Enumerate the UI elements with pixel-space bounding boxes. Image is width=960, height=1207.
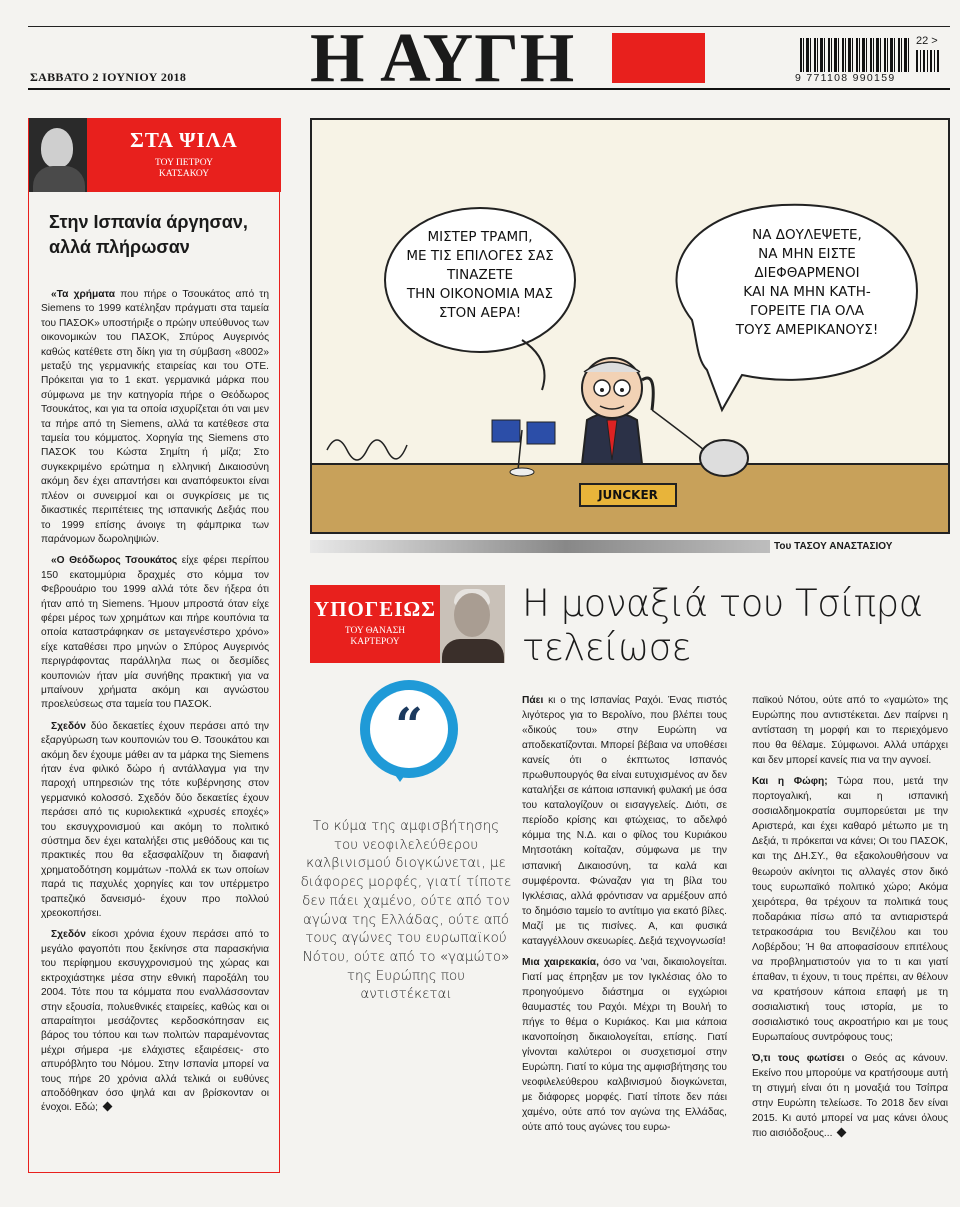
bubble-right-text: ΝΑ ΔΟΥΛΕΨΕΤΕ, ΝΑ ΜΗΝ ΕΙΣΤΕ ΔΙΕΦΘΑΡΜΕΝΟΙ ΚΑΙ ΝΑ ΜΗΝ ΚΑΤΗ- ΓΟΡΕΙΤΕ ΓΙΑ ΟΛΑ ΤΟΥΣ ΑΜΕΡΙΚΑΝΟΥΣ!: [735, 227, 879, 338]
issue-date: ΣΑΒΒΑΤΟ 2 ΙΟΥΝΙΟΥ 2018: [30, 70, 187, 84]
issue-number: 22 >: [916, 35, 938, 47]
barcode-icon: [800, 38, 910, 72]
barcode-number: 9 771108 990159: [795, 72, 896, 84]
paragraph: παϊκού Νότου, ούτε από το «γαμώτο» της Ευρώπης που αντιστέκεται. Δεν παίρνει η αντίσταση τη μορφή και το περιεχόμενο που θα θέλαμε. Σύμφωνοι. Αλλά υπάρχει και δεν μπορεί κανείς πια να την αγνοεί.: [752, 695, 948, 767]
column-byline: ΤΟΥ ΘΑΝΑΣΗ ΚΑΡΤΕΡΟΥ: [344, 626, 406, 647]
quote-icon: “: [360, 680, 458, 778]
left-article-body: [41, 288, 269, 1123]
eu-flag-icon: [527, 422, 555, 444]
column-header-ypogeios: [310, 585, 440, 663]
column-title: ΣΤΑ ΨΙΛΑ: [130, 128, 238, 152]
column-byline: ΤΟΥ ΠΕΤΡΟΥ ΚΑΤΣΑΚΟΥ: [155, 158, 213, 179]
column-header: [87, 118, 281, 192]
paragraph: Σχεδόν δύο δεκαετίες έχουν περάσει από την εξαργύρωση των κουπονιών του Θ. Τσουκάτου και ακόμη δεν έχουμε μάθει αν τα μάρκα της Siemens ήταν ένα φιλικό δώρο ή αντάλλαγμα για την παροχή υπηρεσιών της τότε κυβέρνησης στον γερμανικό κολοσσό. Σχεδόν δύο δεκαετίες έχουν περάσει από τις κυριολεκτικά «χρυσές εποχές» του εκσυγχρονισμού και ακόμη το πολιτικό σύστημα δεν έχει καταλήξει στις μεθόδους και τις πρακτικές που θα εξασφαλίζουν τη διαφανή χρηματοδότηση κομμάτων -πολλά εκ των οποίων παρά τις παχυλές χορηγίες και τον υπέρμετρο τραπεζικό δανεισμό- έχουν προ πολλού χρεοκοπήσει.: [41, 720, 269, 920]
end-mark-icon: [103, 1102, 113, 1112]
paragraph: «Ο Θεόδωρος Τσουκάτος είχε φέρει περίπου 150 εκατομμύρια δραχμές στο κόμμα τον Φεβρουάριο του 1999 αλλά τότε δεν ήξερα ότι ήταν από τη Siemens. Ήμουν μπροστά όταν είχε φέρει μέρος των χρημάτων και πήρε κουπόνια τα οποία καταστράφηκαν σε μεταγενέστερο χρόνο» είχε καταθέσει προ μηνών ο Σπύρος Αυγερινός περιγράφοντας παράλληλα πως οι δεσμίδες κουπονιών ήταν μία συνήθης πρακτική για να μπαίνουν χρήματα ακόμη και αγνώστου προελεύσεως στα ταμεία του ΠΑΣΟΚ.: [41, 555, 269, 711]
editorial-cartoon: [310, 118, 950, 534]
signature: [327, 440, 407, 460]
article-column-2: [752, 693, 948, 1147]
cartoon-credit: Του ΤΑΣΟΥ ΑΝΑΣΤΑΣΙΟΥ: [770, 540, 950, 553]
bubble-left-text: ΜΙΣΤΕΡ ΤΡΑΜΠ, ΜΕ ΤΙΣ ΕΠΙΛΟΓΕΣ ΣΑΣ ΤΙΝΑΖΕΤΕ ΤΗΝ ΟΙΚΟΝΟΜΙΑ ΜΑΣ ΣΤΟΝ ΑΕΡΑ!: [406, 229, 554, 321]
column-title: ΥΠΟΓΕΙΩΣ: [314, 597, 436, 621]
telephone: [700, 440, 748, 476]
eu-flag-icon: [492, 420, 520, 442]
paragraph: Σχεδόν είκοσι χρόνια έχουν περάσει από το μεγάλο φαγοπότι που ξεκίνησε στα παρασκήνια του περίφημου εκσυγχρονισμού της χώρας και εκτροχιάστηκε μέσα στην εθνική παροξάλη του 2004. Τότε που τα κόμματα που εναλλάσσονταν στην εξουσία, πολυεθνικές εταιρείες, καθώς και οι απαραίτητοι μεσάζοντες κερδοσκόπησαν εις βάρος του τόπου και των πολιτών παραμένοντας μέχρι σήμερα -με ελάχιστες εξαιρέσεις- στο απυρόβλητο του Νόμου. Στην Ισπανία μπορεί να τους πήρε 20 χρόνια αλλά τελικά οι ευθύνες αποδόθηκαν όσο ψηλά και αν βρίσκονταν οι ένοχοι. Εδώ;: [41, 929, 269, 1114]
article-column-1: [522, 693, 727, 1141]
paragraph: Πάει κι ο της Ισπανίας Ραχόι. Ένας πιστός λιγότερος για το Βερολίνο, που βλέπει τους «δικούς του» στην Ευρώπη να αποδεκατίζονται. Μπορεί βέβαια να υποθέσει κανείς ότι ο έκπτωτος Ισπανός πρωθυπουργός θα είναι ευτυχισμένος αν δεν καταλήξει σε κάποια ισπανική φυλακή με όσα του καταλογίζουν οι εισαγγελείς. Διότι, σε περίοδο κρίσης και φτώχειας, το αδελφό κόμμα της Ν.Δ. και ο φίλος του Κυριάκου Μητσοτάκη κοίταζαν, σύμφωνα με την ισπανική Δικαιοσύνη, τα καλά και συμφέροντα. Φώναζαν για τη βίλα του Ιγκλέσιας, αλλά φρόντισαν να αρμέξουν από το δημόσιο ταμείο το αντίτιμο για εκατό βίλες. Μαζί με τις πισίνες. Α, και φυσικά καταγγέλλουν σκευωρίες. Δεξιά τεχνογνωσία!: [522, 695, 727, 947]
pull-quote: Το κύμα της αμφισβήτησης του νεοφιλελεύθερου καλβινισμού διογκώνεται, με διάφορες μορφές, γιατί τίποτε δεν πάει χαμένο, ούτε από τον αγώνα της Ελλάδας, ούτε από τους αγώνες του ευρωπαϊκού Νότου, ούτε από το «γαμώτο» της Ευρώπης που αντιστέκεται: [300, 818, 512, 1003]
article-headline: Η μοναξιά του Τσίπρα τελείωσε: [522, 582, 923, 669]
nameplate-text: JUNCKER: [598, 488, 658, 502]
column-sta-psila: [28, 118, 280, 1173]
end-mark-icon: [837, 1128, 847, 1138]
addon-barcode-icon: [916, 50, 940, 72]
left-headline: Στην Ισπανία άργησαν, αλλά πλήρωσαν: [49, 212, 248, 257]
author-photo: [29, 118, 87, 192]
paragraph: Μια χαιρεκακία, όσο να 'ναι, δικαιολογείται. Γιατί μας έπρηξαν με τον Ιγκλέσιας όλο το προηγούμενο διάστημα οι εγχώριοι θαυμαστές του Ραχόι. Μέχρι τη Βουλή το πήγε το θέμα ο Κυριάκος. Και μια κάποια ικανοποίηση δικαιολογείται, επίσης. Γιατί γίνονται καλύτεροι οι συσχετισμοί στην Ευρώπη. Γιατί το κύμα της αμφισβήτησης του νεοφιλελεύθερου καλβινισμού διογκώνεται, με διάφορες μορφές. Γιατί τίποτε δεν πάει χαμένο, ούτε από τον αγώνα της Ελλάδας, ούτε από τους αγώνες του ευρω-: [522, 956, 727, 1134]
paragraph: Και η Φώφη; Τώρα που, μετά την πορτογαλική, και η ισπανική σοσιαλδημοκρατία συμπορεύεται με την Αριστερά, και έχει καθαρό μέτωπο με τη Δεξιά, τι πρόκειται να κάνει; Οι του ΠΑΣΟΚ, και της ΔΗ.ΣΥ., θα εξακολουθήσουν να θεωρούν ακίνητοι τις αλλαγές στον δικό τους ευρωπαϊκό πολιτικό χώρο; Ακόμα χειρότερα, θα τρέχουν τα πολιτικά τους ποδαράκια πίσω από τα αντιαριστερά τετρακοσάρια του Βενιζέλου και του Λοβέρδου; Ή θα αποφασίσουν επιτέλους να προβληματιστούν για το τι και γιατί έπαθαν, τι έχουν, τι τους πρέπει, αν θέλουν να κρατήσουν κάποια επαφή με τη σοσιαλιστική τους ιστορία, με το σοσιαλιστικό τους ακροατήριο και με τους Ευρωπαίους συντρόφους τους;: [752, 776, 948, 1044]
masthead-red-block: [612, 33, 705, 83]
paragraph: «Τα χρήματα που πήρε ο Τσουκάτος από τη Siemens το 1999 κατέληξαν πράγματι στα ταμεία του ΠΑΣΟΚ» υποστήριξε ο πρώην υπεύθυνος των οικονομικών του ΠΑΣΟΚ, Σπύρος Αυγερινός καθώς κατέθετε στη δίκη για τη σύμβαση «8002» μεταξύ της γερμανικής εταιρείας και του ΟΤΕ. Πρόκειται για το 1 εκατ. γερμανικά μάρκα που σύμφωνα με την κατηγορία πήρε ο Θεόδωρος Τσουκάτος, και για τα οποία ισχυρίζεται ότι ναι μεν τα πήρε από τη Siemens, αλλά τα κατέθεσε στα ταμεία του κόμματος. Χορηγία της Siemens στο ΠΑΣΟΚ του Κώστα Σημίτη ή μίζα; Στο συγκεκριμένο ερώτημα η ελληνική Δικαιοσύνη ακόμη δεν έχει απαντήσει και αναπόφευκτοι είναι πλέον οι συνειρμοί και οι συγκρίσεις με τις δικαστικές περιπέτειες της ισπανικής Δεξιάς που το 1999 επίσης άνοιγε τη φάμπρικα των παράνομων δωροληψιών.: [41, 289, 269, 545]
newspaper-title: Η ΑΥΓΗ: [310, 20, 576, 97]
masthead-rule: [28, 88, 950, 90]
author-photo: [440, 585, 505, 663]
paragraph: Ό,τι τους φωτίσει ο Θεός ας κάνουν. Εκείνο που μπορούμε να κρατήσουμε αυτή τη στιγμή είναι ότι η μοναξιά του Τσίπρα στην Ευρώπη τελείωσε. Το 2018 δεν είναι 2015. Κι αυτό μπορεί να μας κάνει όλους πιο αισιόδοξους...: [752, 1053, 948, 1140]
